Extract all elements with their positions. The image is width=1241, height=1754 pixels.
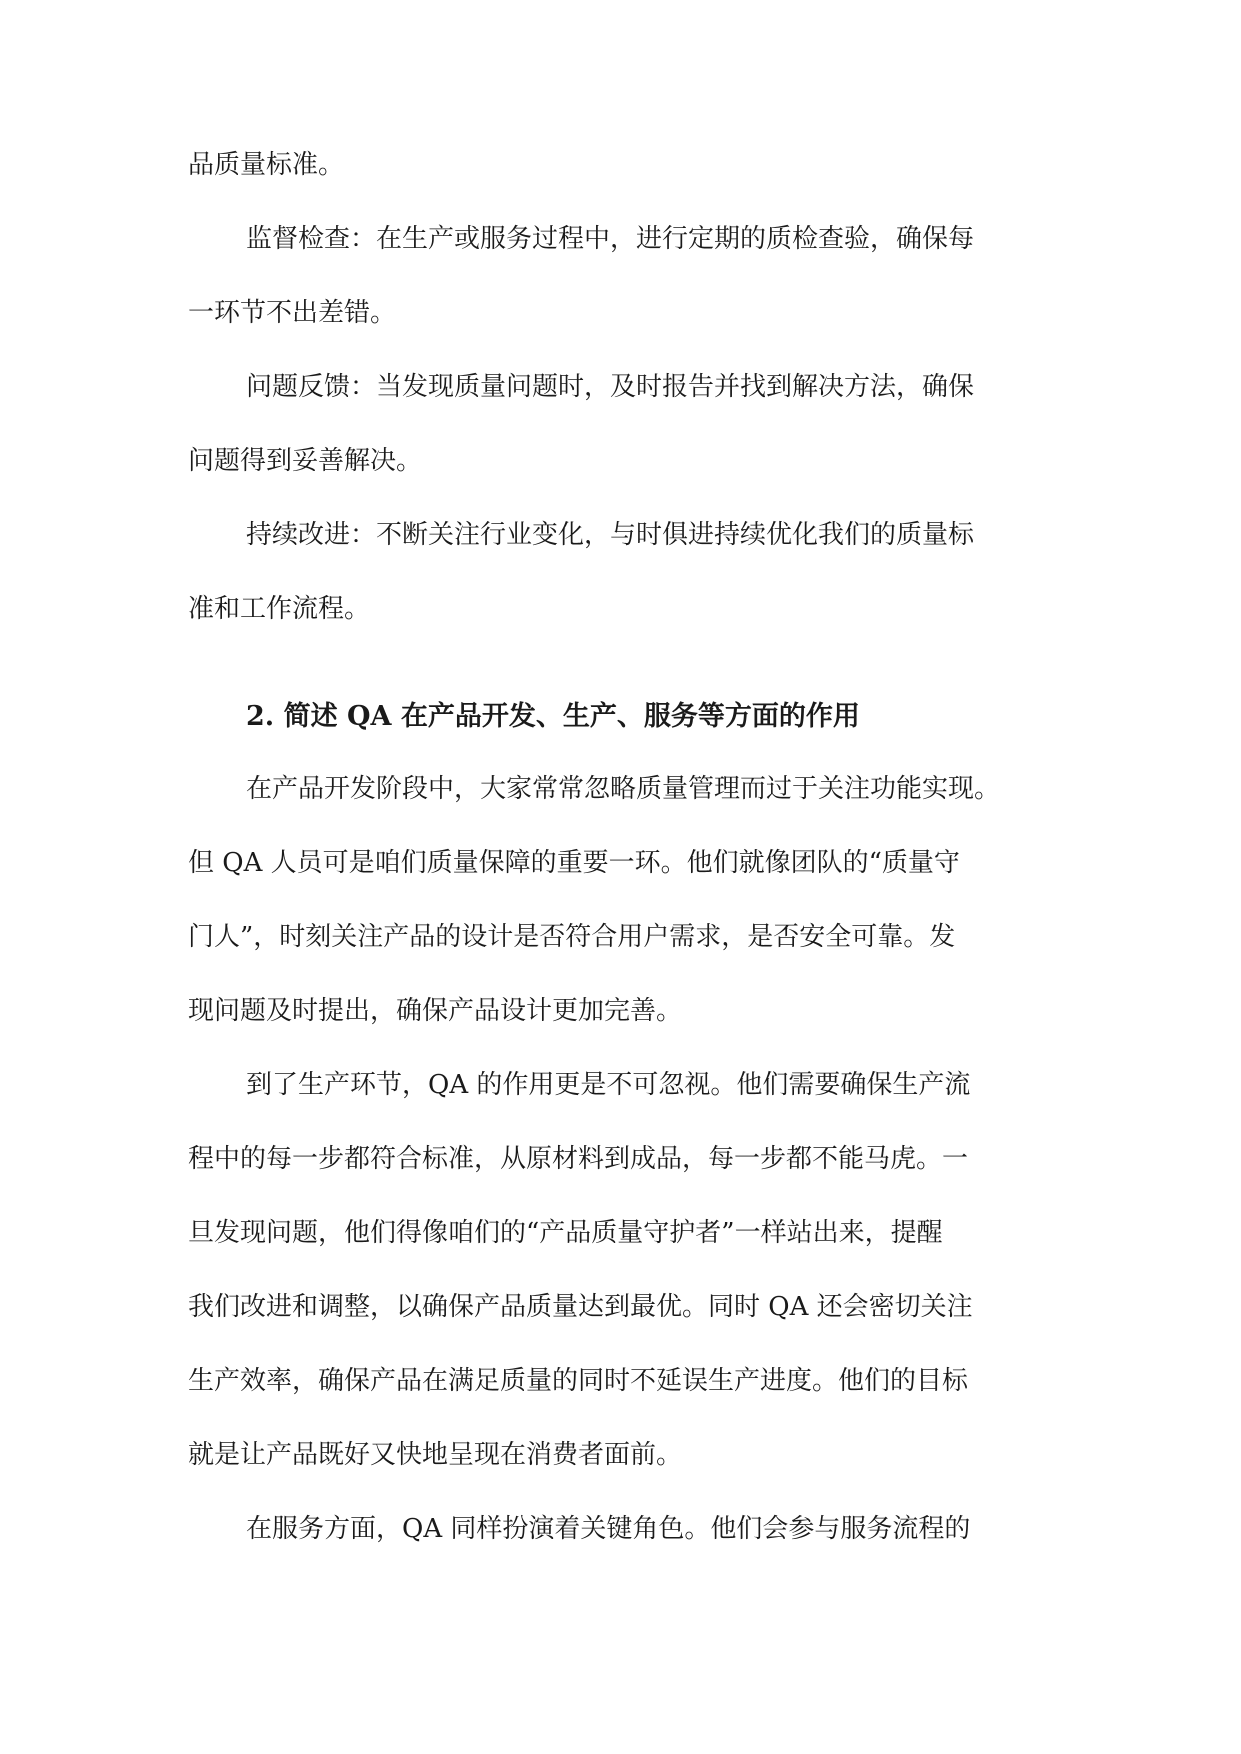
paragraph-line: 一环节不出差错。 <box>188 298 397 328</box>
paragraph-line: 但 QA 人员可是咱们质量保障的重要一环。他们就像团队的“质量守 <box>188 848 960 878</box>
paragraph-line: 持续改进：不断关注行业变化，与时俱进持续优化我们的质量标 <box>246 520 975 550</box>
paragraph-line: 我们改进和调整，以确保产品质量达到最优。同时 QA 还会密切关注 <box>188 1292 973 1322</box>
paragraph-line: 程中的每一步都符合标准，从原材料到成品，每一步都不能马虎。一 <box>188 1144 969 1174</box>
paragraph-line: 就是让产品既好又快地呈现在消费者面前。 <box>188 1440 683 1470</box>
paragraph-line: 品质量标准。 <box>188 150 345 180</box>
paragraph-line: 现问题及时提出，确保产品设计更加完善。 <box>188 996 683 1026</box>
paragraph-line: 准和工作流程。 <box>188 594 371 624</box>
paragraph-line: 生产效率，确保产品在满足质量的同时不延误生产进度。他们的目标 <box>188 1366 969 1396</box>
section-heading: 2. 简述 QA 在产品开发、生产、服务等方面的作用 <box>246 701 860 732</box>
document-body <box>188 144 1078 1550</box>
paragraph-line: 问题得到妥善解决。 <box>188 446 423 476</box>
paragraph-line: 监督检查：在生产或服务过程中，进行定期的质检查验，确保每 <box>246 224 975 254</box>
paragraph-line: 门人”，时刻关注产品的设计是否符合用户需求，是否安全可靠。发 <box>188 922 956 952</box>
paragraph-line: 在产品开发阶段中，大家常常忽略质量管理而过于关注功能实现。 <box>246 774 1001 804</box>
paragraph-line: 旦发现问题，他们得像咱们的“产品质量守护者”一样站出来，提醒 <box>188 1218 943 1248</box>
paragraph-line: 到了生产环节，QA 的作用更是不可忽视。他们需要确保生产流 <box>246 1070 971 1100</box>
paragraph-line: 问题反馈：当发现质量问题时，及时报告并找到解决方法，确保 <box>246 372 975 402</box>
paragraph-line: 在服务方面，QA 同样扮演着关键角色。他们会参与服务流程的 <box>246 1514 971 1544</box>
